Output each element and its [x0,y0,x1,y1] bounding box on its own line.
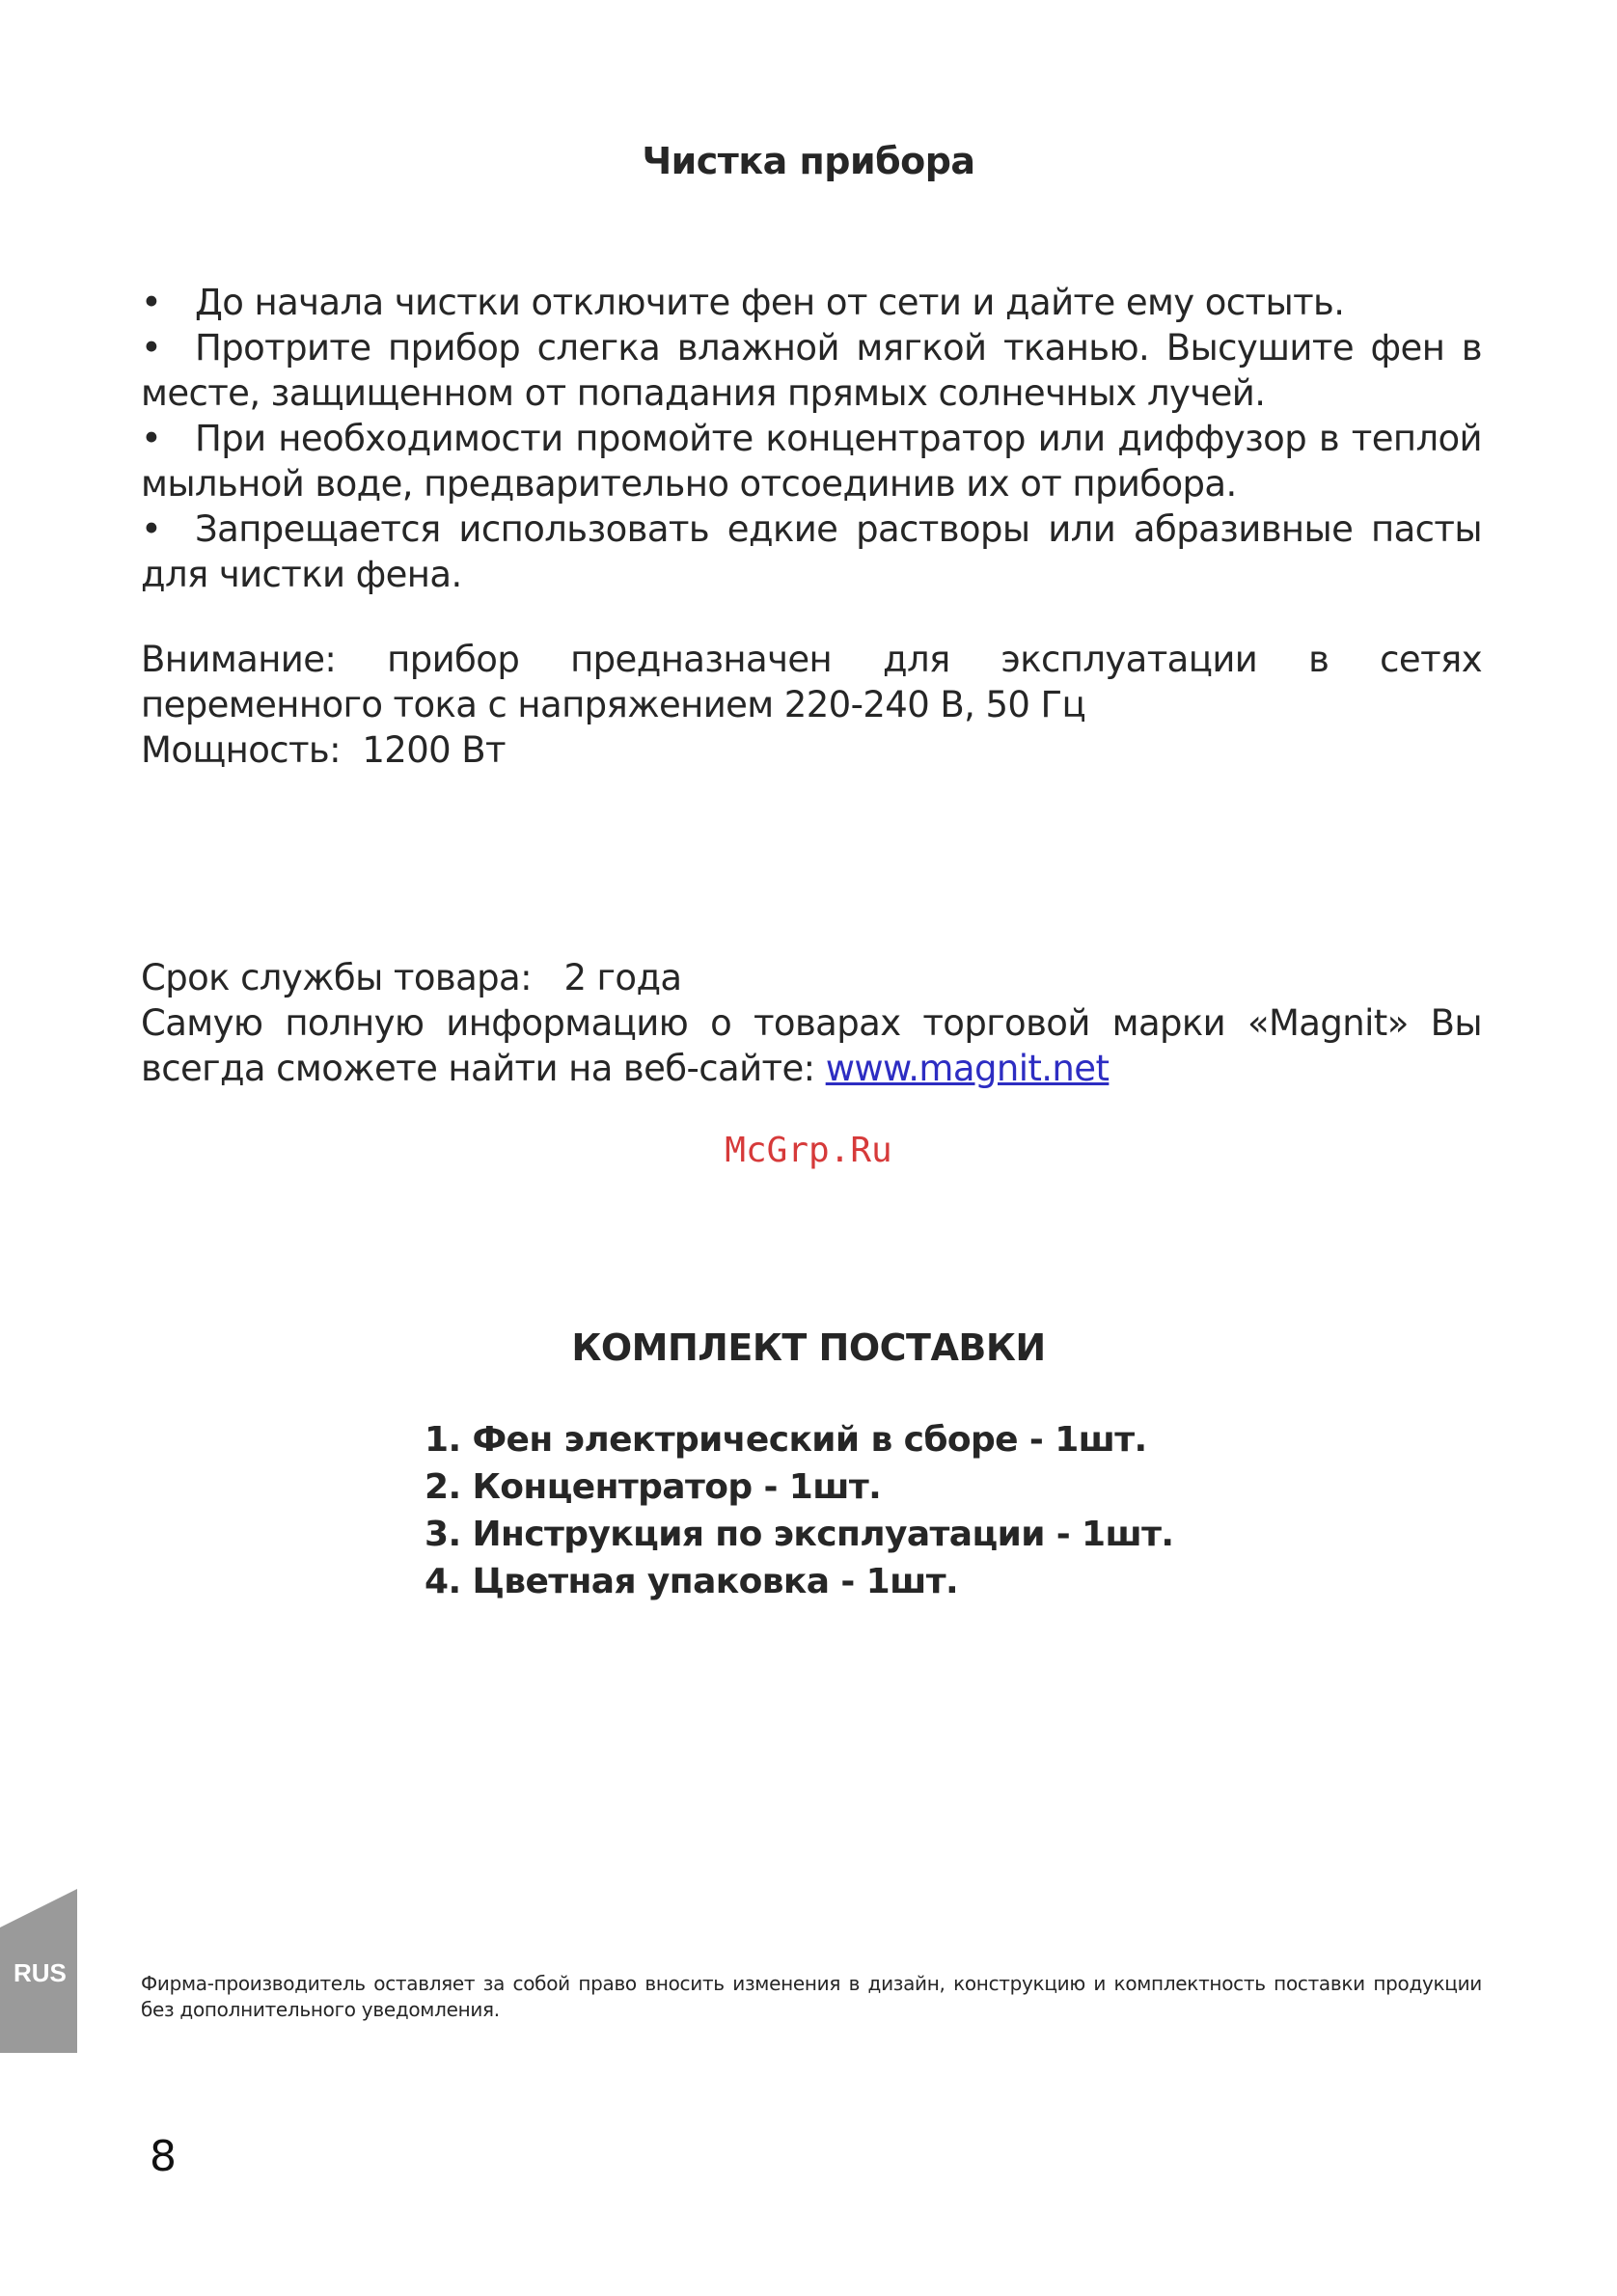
list-item [141,506,1482,597]
service-block [141,955,1482,1091]
kit-item: 4. Цветная упаковка - 1шт. [425,1562,959,1601]
attention-block [141,637,1482,773]
power-text: Мощность: 1200 Вт [141,729,506,771]
section-title: Чистка прибора [642,140,975,182]
kit-item: 3. Инструкция по эксплуатации - 1шт. [425,1515,1174,1554]
kit-item: 2. Концентратор - 1шт. [425,1467,882,1507]
kit-list [425,1416,1173,1605]
bullet-icon: • [141,508,162,550]
watermark: McGrp.Ru [725,1131,892,1170]
bullet-icon: • [141,282,162,323]
info-text: Самую полную информацию о товарах торговой марки «Magnit» Вы всегда сможете найти на веб-сайте: [141,1002,1482,1089]
cleaning-list [141,280,1482,597]
language-tab-label: RUS [14,1958,67,1987]
list-item-text: Протрите прибор слегка влажной мягкой тканью. Высушите фен в месте, защищенном от попадания прямых солнечных лучей. [141,327,1482,414]
kit-item: 1. Фен электрический в сборе - 1шт. [425,1420,1147,1460]
website-link[interactable]: www.magnit.net [825,1048,1110,1089]
service-life: Срок службы товара: 2 года [141,957,682,998]
list-item-text: При необходимости промойте концентратор или диффузор в теплой мыльной воде, предварительно отсоединив их от прибора. [141,418,1482,505]
attention-text: Внимание: прибор предназначен для эксплуатации в сетях переменного тока с напряжением 220-240 В, 50 Гц [141,639,1482,725]
bullet-icon: • [141,418,162,459]
list-item [141,416,1482,506]
page-number: 8 [150,2132,177,2181]
list-item [141,280,1482,325]
list-item-text: До начала чистки отключите фен от сети и дайте ему остыть. [195,282,1345,323]
disclaimer: Фирма-производитель оставляет за собой право вносить изменения в дизайн, конструкцию и комплектность поставки продукции без дополнительного уведомления. [141,1972,1482,2021]
list-item [141,325,1482,416]
info-paragraph [141,1000,1482,1091]
bullet-icon: • [141,327,162,369]
list-item-text: Запрещается использовать едкие растворы или абразивные пасты для чистки фена. [141,508,1482,595]
kit-title: КОМПЛЕКТ ПОСТАВКИ [571,1326,1046,1369]
